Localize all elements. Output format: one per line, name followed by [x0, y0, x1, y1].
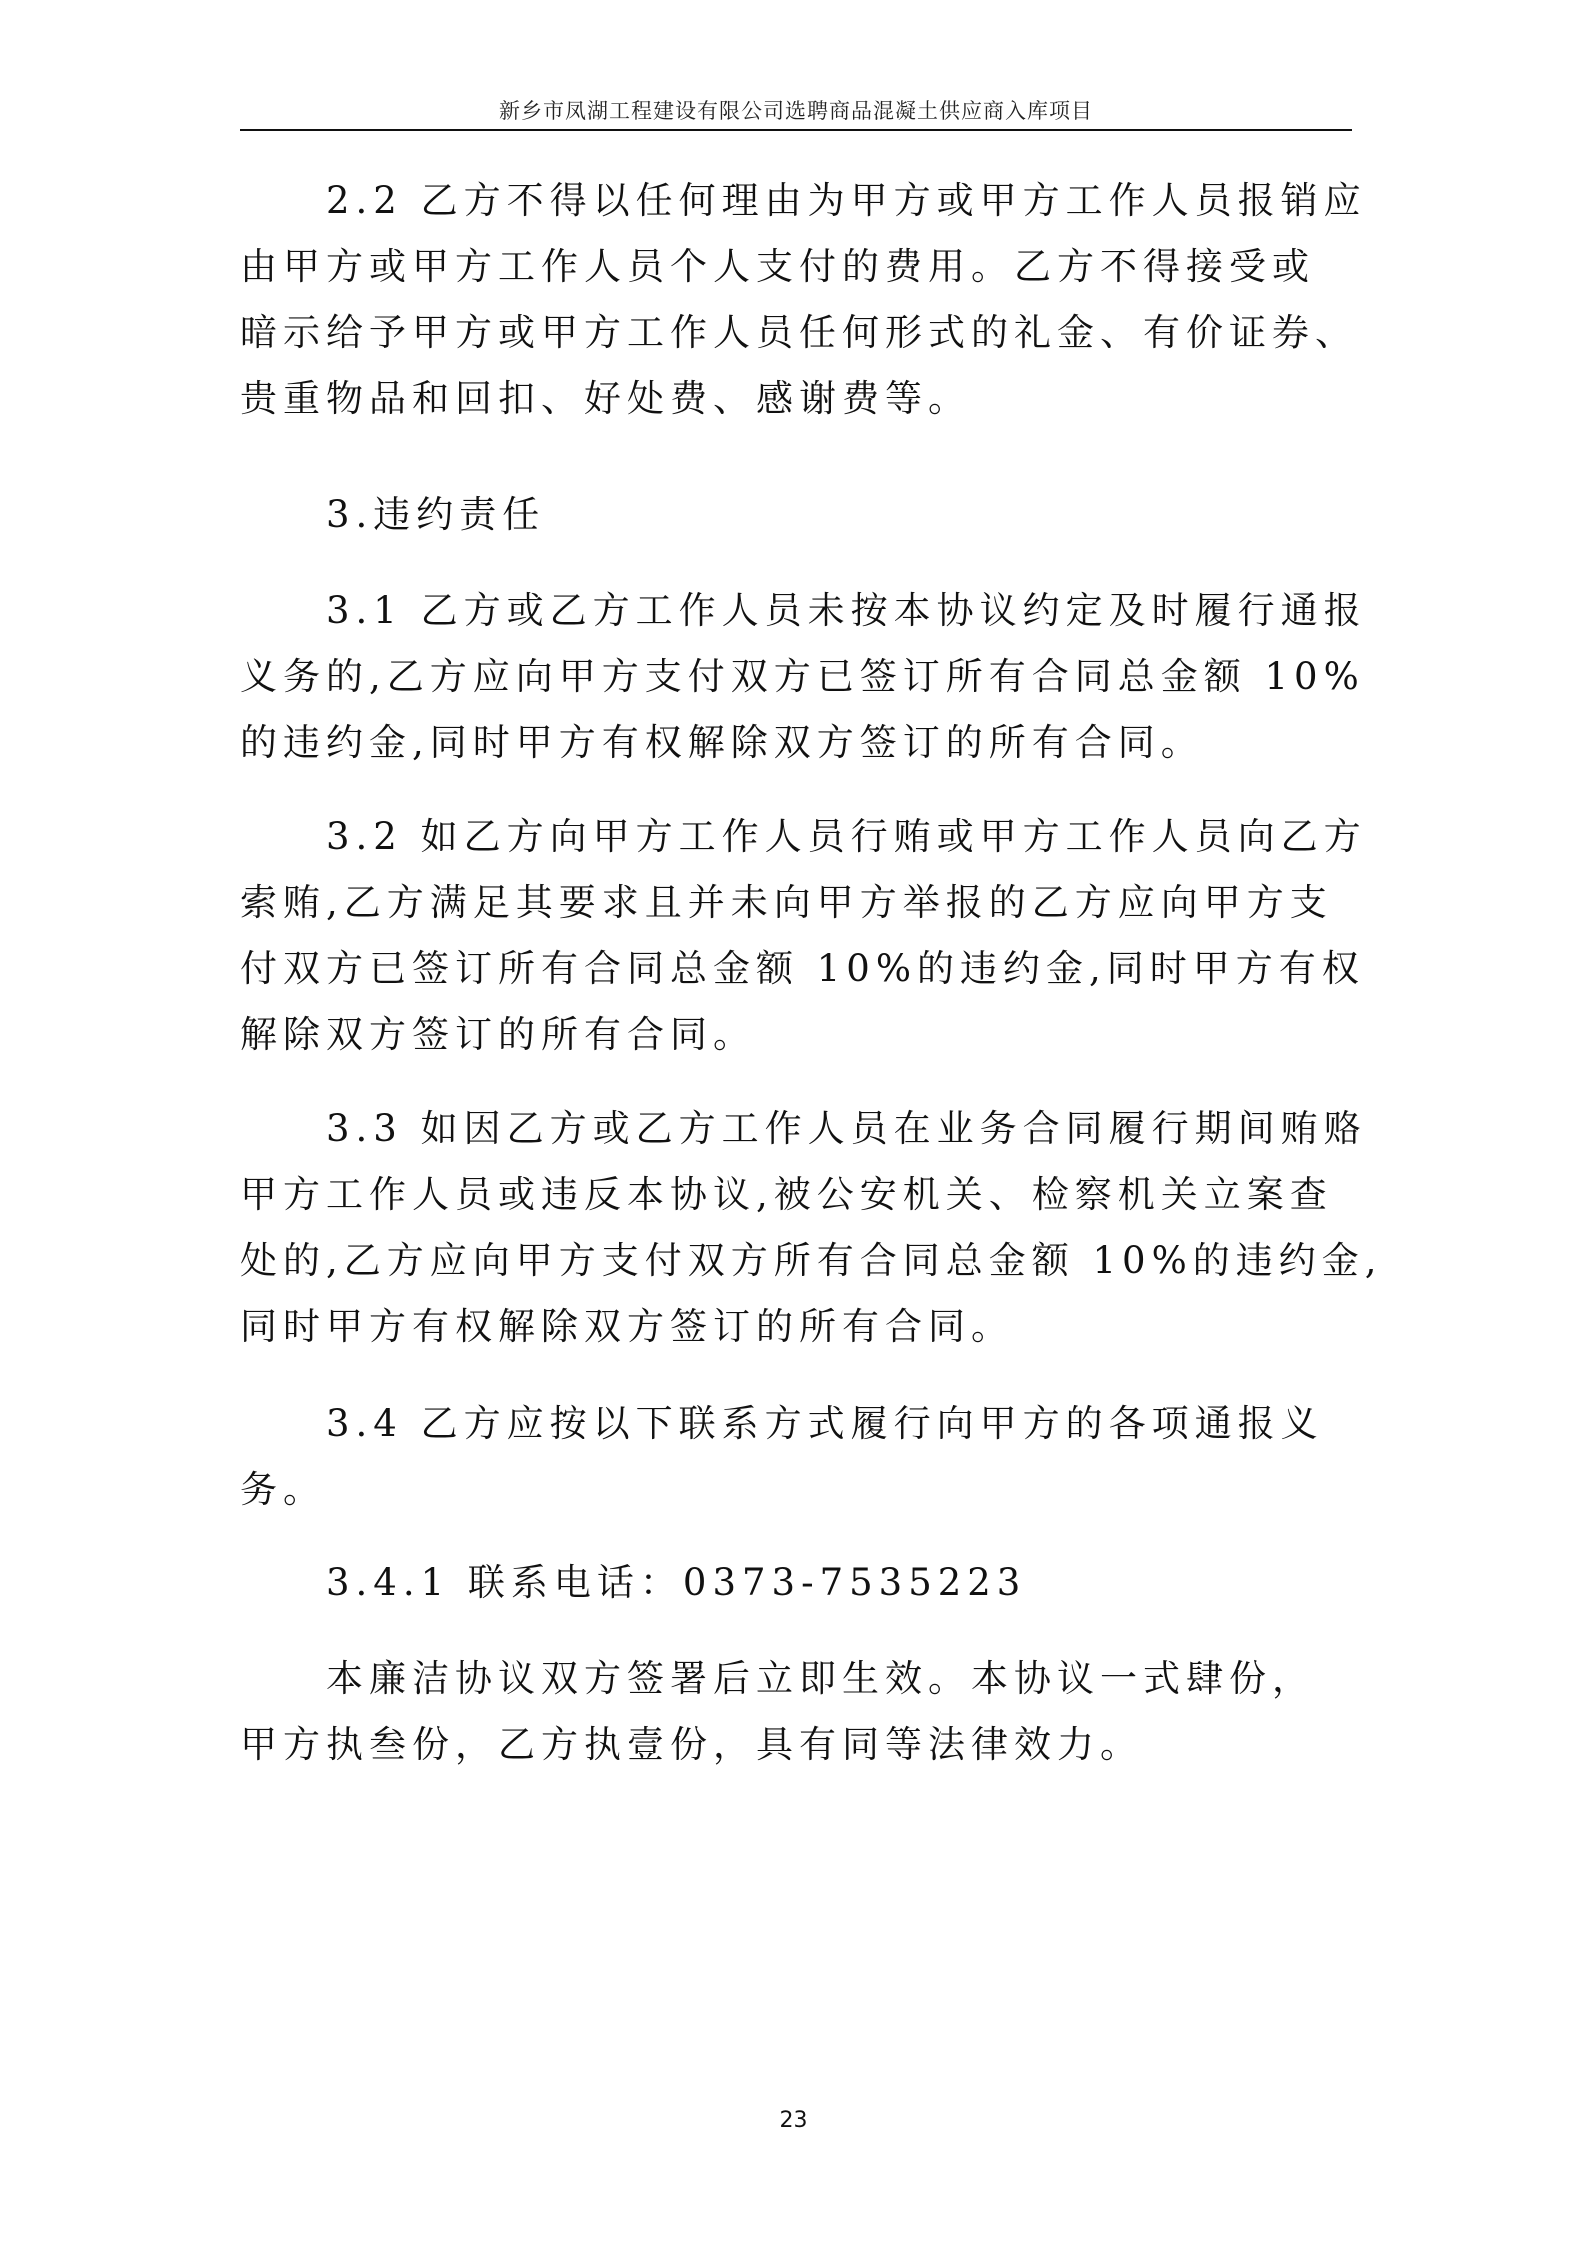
contact-phone-line: 3.4.1 联系电话：0373-7535223: [326, 1561, 1027, 1604]
clause-3-4-1: [240, 1550, 1352, 1616]
clause-3-2: [240, 804, 1367, 1068]
page-header: [240, 92, 1352, 130]
clause-3-1-line: 义务的,乙方应向甲方支付双方已签订所有合同总金额 10%: [240, 655, 1365, 698]
clause-2-2-line: 暗示给予甲方或甲方工作人员任何形式的礼金、有价证券、: [240, 311, 1358, 354]
clause-3-2-line: 解除双方签订的所有合同。: [240, 1013, 756, 1056]
clause-3-3-line: 甲方工作人员或违反本协议,被公安机关、检察机关立案查: [240, 1173, 1333, 1216]
clause-3-4: [240, 1391, 1352, 1523]
clause-3-1-line: 3.1 乙方或乙方工作人员未按本协议约定及时履行通报: [326, 589, 1367, 632]
clause-3-3-line: 同时甲方有权解除双方签订的所有合同。: [240, 1305, 1014, 1348]
clause-3-1: [240, 578, 1367, 776]
clause-3-3-line: 处的,乙方应向甲方支付双方所有合同总金额 10%的违约金,: [240, 1239, 1383, 1282]
clause-3-2-line: 索贿,乙方满足其要求且并未向甲方举报的乙方应向甲方支: [240, 881, 1333, 924]
clause-3-1-line: 的违约金,同时甲方有权解除双方签订的所有合同。: [240, 721, 1204, 764]
header-title: 新乡市凤湖工程建设有限公司选聘商品混凝土供应商入库项目: [499, 99, 1093, 123]
closing-statement-line: 甲方执叁份，乙方执壹份，具有同等法律效力。: [240, 1723, 1143, 1766]
section-3-title: [240, 482, 1352, 548]
section-heading: 3.违约责任: [326, 493, 546, 536]
page-number: 23: [779, 2108, 808, 2133]
clause-2-2: [240, 168, 1367, 432]
clause-3-2-line: 付双方已签订所有合同总金额 10%的违约金,同时甲方有权: [240, 947, 1365, 990]
clause-3-4-line: 务。: [240, 1468, 326, 1511]
closing-statement-line: 本廉洁协议双方签署后立即生效。本协议一式肆份，: [326, 1657, 1315, 1700]
closing-statement: [240, 1646, 1352, 1778]
header-divider: [240, 129, 1352, 131]
clause-2-2-line: 2.2 乙方不得以任何理由为甲方或甲方工作人员报销应: [326, 179, 1367, 222]
clause-2-2-line: 由甲方或甲方工作人员个人支付的费用。乙方不得接受或: [240, 245, 1315, 288]
clause-3-3: [240, 1096, 1383, 1360]
clause-3-2-line: 3.2 如乙方向甲方工作人员行贿或甲方工作人员向乙方: [326, 815, 1367, 858]
clause-2-2-line: 贵重物品和回扣、好处费、感谢费等。: [240, 377, 971, 420]
clause-3-4-line: 3.4 乙方应按以下联系方式履行向甲方的各项通报义: [326, 1402, 1324, 1445]
clause-3-3-line: 3.3 如因乙方或乙方工作人员在业务合同履行期间贿赂: [326, 1107, 1367, 1150]
